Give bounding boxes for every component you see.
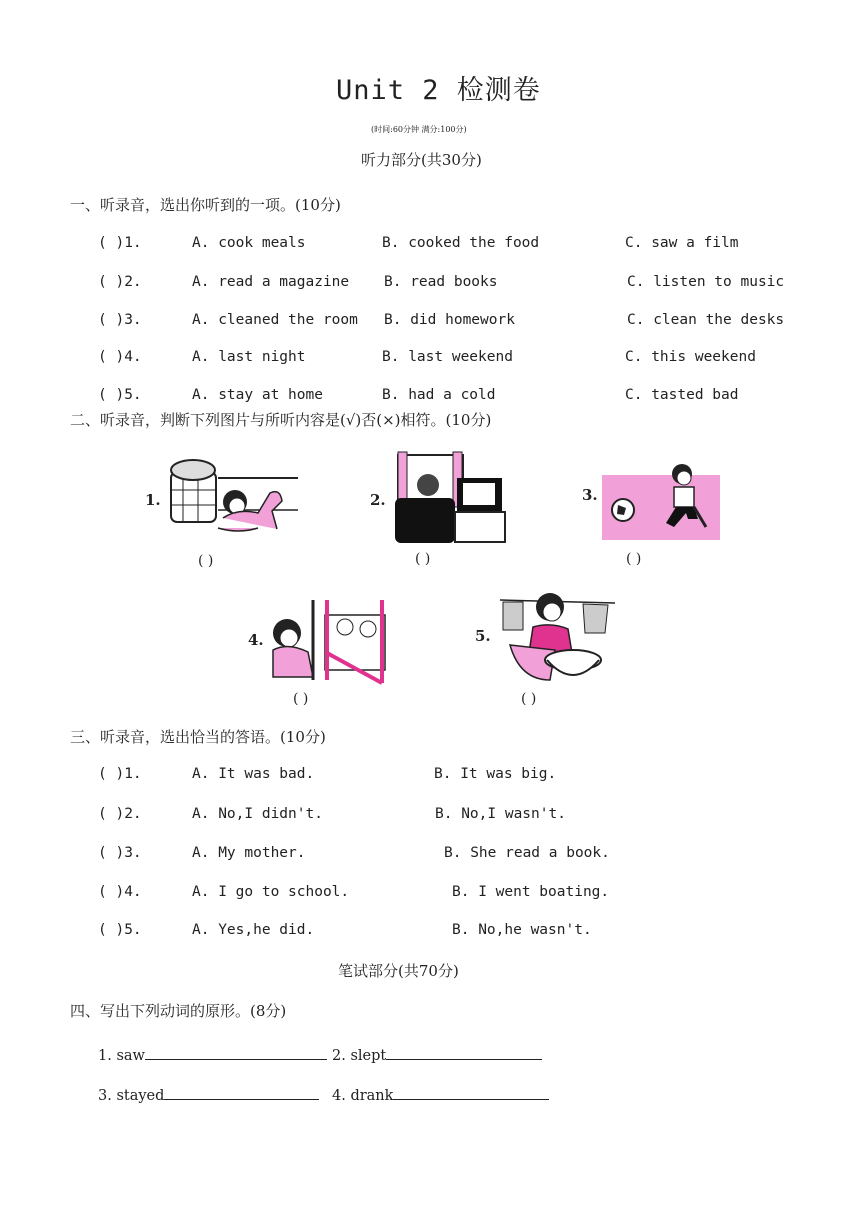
s4-item-4-blank[interactable] (393, 1085, 549, 1100)
s1-q1-option-c: C. saw a film (625, 235, 739, 251)
s1-q4-number: ( )4. (98, 349, 142, 365)
s1-q4-option-b: B. last weekend (382, 349, 513, 365)
s3-q3-number: ( )3. (98, 845, 142, 861)
pic2-number: 2. (370, 491, 386, 509)
s1-q2-number: ( )2. (98, 274, 142, 290)
picture-playing-football (600, 460, 725, 545)
s1-q3-option-a: A. cleaned the room (192, 312, 358, 328)
pic3-number: 3. (582, 486, 598, 504)
s4-item-1-label: 1. saw (98, 1048, 145, 1064)
s3-q3-option-a: A. My mother. (192, 845, 306, 861)
pic4-answer-paren: ( ) (293, 691, 309, 707)
s3-q2-option-a: A. No,I didn't. (192, 806, 323, 822)
s4-item-3 (98, 1085, 319, 1104)
s4-item-3-label: 3. stayed (98, 1088, 165, 1104)
s3-q2-option-b: B. No,I wasn't. (435, 806, 566, 822)
written-header: 笔试部分(共70分) (338, 962, 459, 980)
picture-washing-clothes (495, 585, 620, 690)
pic2-answer-paren: ( ) (415, 551, 431, 567)
s4-item-1-blank[interactable] (145, 1045, 327, 1060)
picture-watching-tv (393, 450, 508, 547)
pic5-answer-paren: ( ) (521, 691, 537, 707)
s3-q5-option-b: B. No,he wasn't. (452, 922, 592, 938)
section4-heading: 四、写出下列动词的原形。(8分) (70, 1002, 287, 1020)
section1-heading: 一、听录音，选出你听到的一项。(10分) (70, 196, 341, 214)
s4-item-2-label: 2. slept (332, 1048, 387, 1064)
s1-q5-option-b: B. had a cold (382, 387, 496, 403)
s3-q5-number: ( )5. (98, 922, 142, 938)
s1-q1-option-a: A. cook meals (192, 235, 306, 251)
s1-q4-option-a: A. last night (192, 349, 306, 365)
picture-girl-cleaning (163, 450, 303, 545)
pic4-number: 4. (248, 631, 264, 649)
s4-item-2 (332, 1045, 542, 1064)
s1-q5-option-c: C. tasted bad (625, 387, 739, 403)
s1-q1-number: ( )1. (98, 235, 142, 251)
picture-girl-window (265, 595, 390, 690)
exam-info: (时间:60分钟 满分:100分) (371, 125, 467, 134)
s3-q3-option-b: B. She read a book. (444, 845, 610, 861)
section3-heading: 三、听录音，选出恰当的答语。(10分) (70, 728, 326, 746)
section2-heading: 二、听录音，判断下列图片与所听内容是(√)否(×)相符。(10分) (70, 411, 492, 429)
s3-q4-number: ( )4. (98, 884, 142, 900)
s1-q4-option-c: C. this weekend (625, 349, 756, 365)
listening-header: 听力部分(共30分) (361, 151, 482, 169)
s1-q5-option-a: A. stay at home (192, 387, 323, 403)
s3-q1-number: ( )1. (98, 766, 142, 782)
s1-q2-option-c: C. listen to music (627, 274, 785, 290)
s3-q4-option-a: A. I go to school. (192, 884, 350, 900)
s3-q2-number: ( )2. (98, 806, 142, 822)
s1-q5-number: ( )5. (98, 387, 142, 403)
pic1-number: 1. (145, 491, 161, 509)
s1-q2-option-a: A. read a magazine (192, 274, 350, 290)
s3-q5-option-a: A. Yes,he did. (192, 922, 315, 938)
s4-item-1 (98, 1045, 327, 1064)
page-title: Unit 2 检测卷 (336, 75, 541, 106)
s3-q1-option-a: A. It was bad. (192, 766, 315, 782)
s1-q3-option-b: B. did homework (384, 312, 515, 328)
s4-item-4 (332, 1085, 549, 1104)
s3-q1-option-b: B. It was big. (434, 766, 557, 782)
pic3-answer-paren: ( ) (626, 551, 642, 567)
s1-q2-option-b: B. read books (384, 274, 498, 290)
s3-q4-option-b: B. I went boating. (452, 884, 610, 900)
pic5-number: 5. (475, 627, 491, 645)
s1-q1-option-b: B. cooked the food (382, 235, 540, 251)
s4-item-2-blank[interactable] (386, 1045, 542, 1060)
s4-item-3-blank[interactable] (164, 1085, 319, 1100)
s1-q3-number: ( )3. (98, 312, 142, 328)
pic1-answer-paren: ( ) (198, 553, 214, 569)
s1-q3-option-c: C. clean the desks (627, 312, 785, 328)
s4-item-4-label: 4. drank (332, 1088, 394, 1104)
